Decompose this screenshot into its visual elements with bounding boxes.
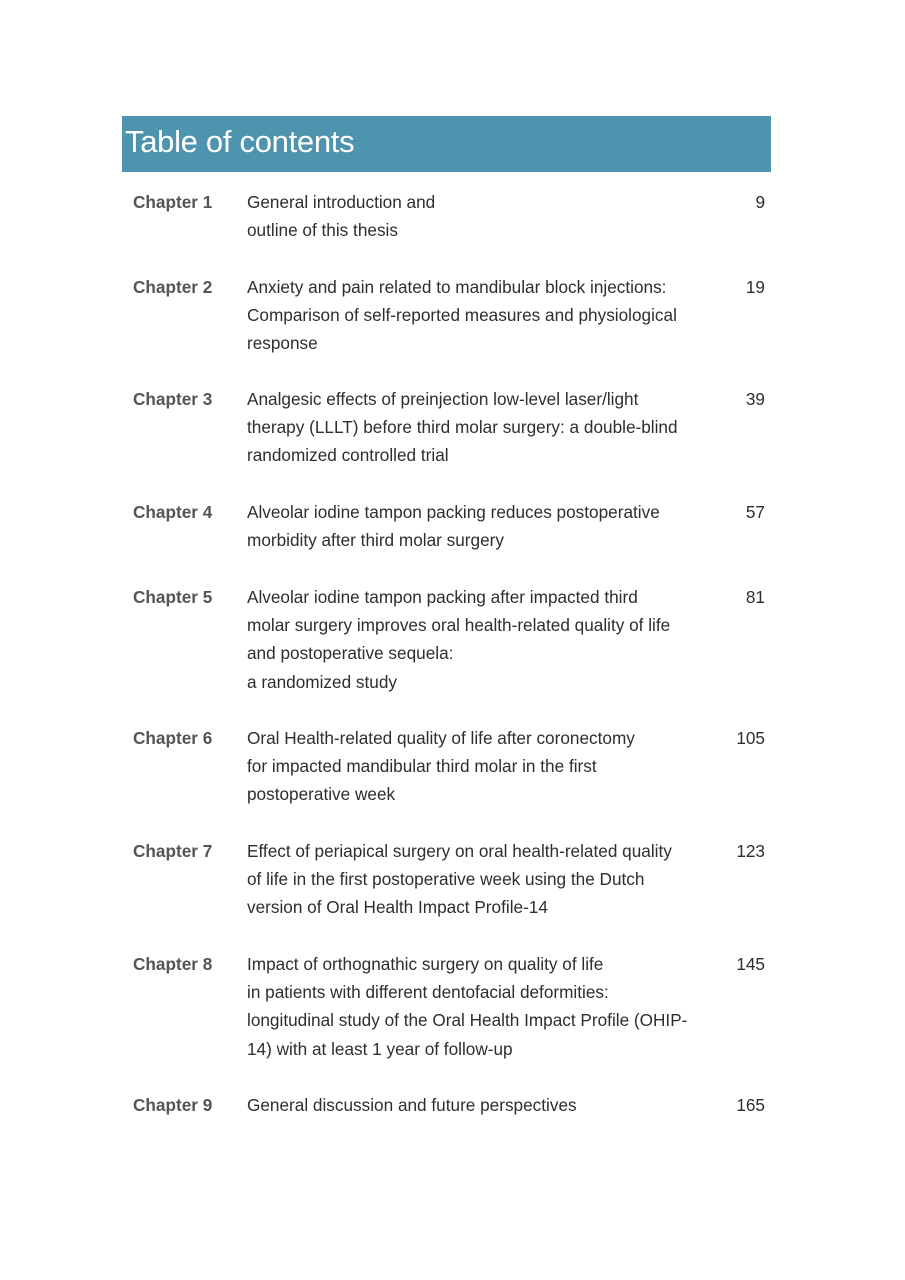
toc-title-line: Oral Health-related quality of life after coronectomy [247, 728, 635, 748]
toc-title-line: response [247, 333, 318, 354]
toc-title-line: of life in the first postoperative week using the Dutch [247, 869, 645, 890]
toc-title-line: Analgesic effects of preinjection low-level laser/light [247, 389, 639, 409]
toc-chapter-label: Chapter 3 [133, 389, 213, 409]
toc-title-line: version of Oral Health Impact Profile-14 [247, 897, 548, 918]
toc-entry[interactable] [133, 583, 773, 696]
toc-chapter-title[interactable] [247, 385, 717, 470]
header-bar [122, 116, 771, 172]
toc-title-line: in patients with different dentofacial deformities: [247, 982, 609, 1003]
toc-chapter-label: Chapter 6 [133, 728, 213, 748]
toc-entry[interactable] [133, 273, 773, 358]
toc-chapter-label: Chapter 8 [133, 954, 213, 974]
toc-entry[interactable] [133, 837, 773, 922]
toc-chapter-label: Chapter 2 [133, 277, 213, 297]
toc-page-number: 123 [736, 841, 765, 861]
toc-chapter-title[interactable] [247, 498, 717, 554]
toc-page-number: 57 [745, 502, 765, 522]
toc-title-line: morbidity after third molar surgery [247, 530, 504, 551]
toc-title-line: molar surgery improves oral health-related quality of life [247, 615, 671, 636]
toc-title-line: postoperative week [247, 784, 396, 805]
toc-page-number: 145 [736, 954, 765, 974]
toc-title-line: General discussion and future perspectives [247, 1095, 577, 1115]
toc-chapter-title[interactable] [247, 837, 717, 922]
page-title: Table of contents [125, 124, 355, 159]
toc-title-line: randomized controlled trial [247, 445, 449, 466]
toc-title-line: Anxiety and pain related to mandibular block injections: [247, 277, 667, 297]
toc-page-number: 105 [736, 728, 765, 748]
toc-title-line: for impacted mandibular third molar in the first [247, 756, 597, 777]
toc-entry[interactable] [133, 385, 773, 470]
toc-chapter-label: Chapter 7 [133, 841, 213, 861]
toc-chapter-title[interactable] [247, 1091, 717, 1119]
toc-title-line: Effect of periapical surgery on oral health-related quality [247, 841, 672, 861]
toc-title-line: therapy (LLLT) before third molar surgery: a double-blind [247, 417, 678, 438]
toc-title-line: Alveolar iodine tampon packing after impacted third [247, 587, 638, 607]
toc-chapter-title[interactable] [247, 724, 717, 809]
toc-title-line: outline of this thesis [247, 220, 398, 241]
toc-chapter-title[interactable] [247, 273, 717, 358]
toc-chapter-label: Chapter 1 [133, 192, 213, 212]
toc-entry[interactable] [133, 498, 773, 554]
toc-chapter-title[interactable] [247, 950, 717, 1063]
toc-page-number: 19 [745, 277, 765, 297]
toc-entry[interactable] [133, 188, 773, 244]
toc-title-line: longitudinal study of the Oral Health Impact Profile (OHIP- [247, 1010, 688, 1031]
toc-entry[interactable] [133, 724, 773, 809]
toc-title-line: Impact of orthognathic surgery on quality of life [247, 954, 604, 974]
toc-chapter-label: Chapter 9 [133, 1095, 213, 1115]
toc-chapter-title[interactable] [247, 188, 717, 244]
toc-title-line: General introduction and [247, 192, 436, 212]
toc-page-number: 39 [745, 389, 765, 409]
toc-chapter-label: Chapter 4 [133, 502, 213, 522]
toc-title-line: a randomized study [247, 671, 397, 692]
toc-chapter-label: Chapter 5 [133, 587, 213, 607]
toc-entry[interactable] [133, 950, 773, 1063]
toc-page-number: 165 [736, 1095, 765, 1115]
toc-page-number: 81 [745, 587, 765, 607]
toc-title-line: and postoperative sequela: [247, 643, 454, 664]
toc-title-line: Comparison of self-reported measures and physiological [247, 305, 677, 326]
toc-title-line: 14) with at least 1 year of follow-up [247, 1038, 513, 1059]
toc-entry[interactable] [133, 1091, 773, 1119]
toc-title-line: Alveolar iodine tampon packing reduces postoperative [247, 502, 660, 522]
toc-chapter-title[interactable] [247, 583, 717, 696]
toc-page-number: 9 [755, 192, 765, 212]
